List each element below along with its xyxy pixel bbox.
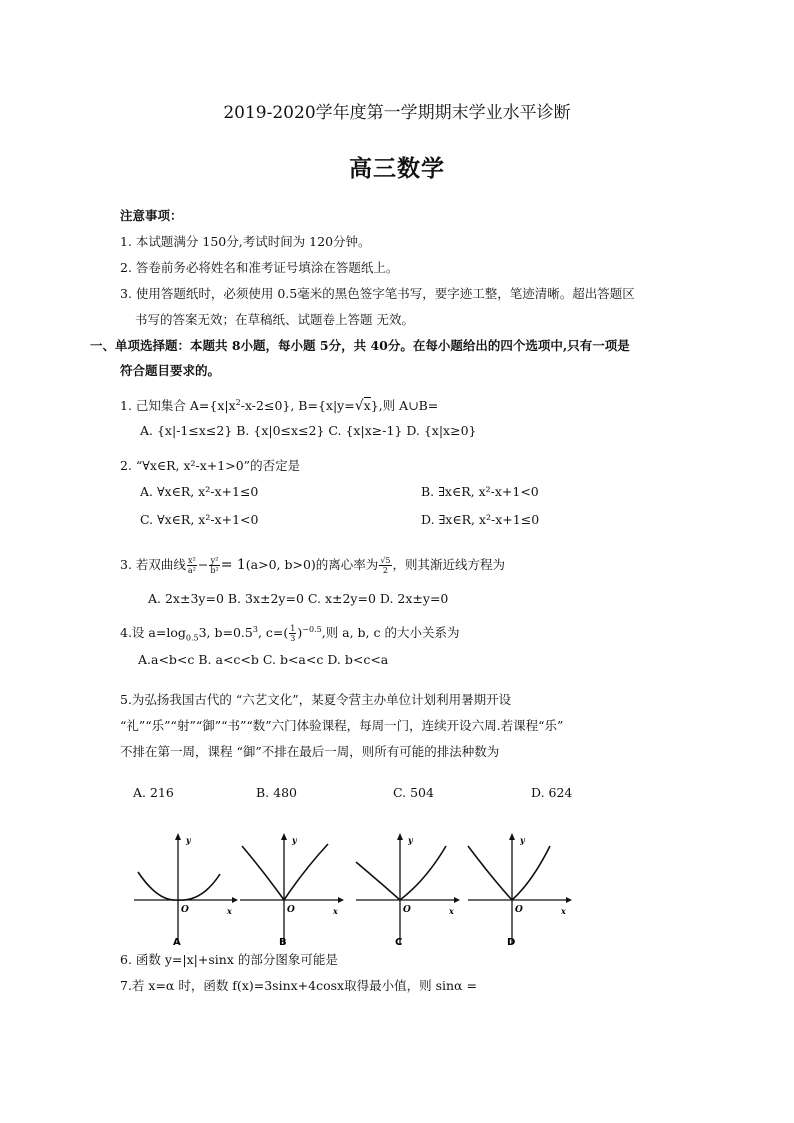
graph-d	[466, 832, 576, 950]
section-heading: 一、单项选择题：本题共 8小题，每小题 5分，共 40分。在每小题给出的四个选项中,只有一项是	[90, 338, 630, 353]
question-5-line-1: 5.为弘扬我国古代的 “六艺文化”，某夏令营主办单位计划利用暑期开设	[120, 692, 512, 707]
question-2-option-a: A. ∀x∈R, x²-x+1≤0	[140, 484, 259, 499]
origin-label: O	[403, 905, 411, 915]
question-6-stem: 6. 函数 y=|x|+sinx 的部分图象可能是	[120, 952, 338, 967]
question-5-option-a: A. 216	[133, 785, 174, 800]
question-2-option-d: D. ∃x∈R, x²-x+1≤0	[421, 512, 540, 527]
graph-b	[238, 832, 348, 950]
y-label: y	[186, 835, 191, 845]
question-5-option-b: B. 480	[256, 785, 297, 800]
y-label: y	[520, 835, 525, 845]
y-label: y	[292, 835, 297, 845]
x-label: x	[561, 906, 566, 916]
notice-item-3-cont: 书写的答案无效；在草稿纸、试题卷上答题 无效。	[135, 312, 414, 327]
question-5-option-c: C. 504	[393, 785, 434, 800]
question-4-stem: 4.设 $a=\log_{0.5}3$, $b=0.5^3$, c=( $\frac{1}{3}$ )$^{-0.5}$,则 a, b, c 的大小关系为	[120, 624, 460, 643]
question-1-options: A. {x|-1≤x≤2} B. {x|0≤x≤2} C. {x|x≥-1} D. {x|x≥0}	[140, 423, 477, 438]
question-5-line-3: 不排在第一周，课程 “御”不排在最后一周，则所有可能的排法种数为	[120, 744, 500, 759]
graph-b-plot	[238, 832, 348, 950]
graph-a	[132, 832, 242, 950]
graph-label: C	[395, 937, 403, 948]
y-axis-arrow	[281, 833, 287, 840]
exam-title: 2019-2020学年度第一学期期末学业水平诊断	[223, 103, 571, 123]
y-axis-arrow	[509, 833, 515, 840]
question-4-options: A.a<b<c B. a<c<b C. b<a<c D. b<c<a	[138, 652, 389, 667]
question-5-option-d: D. 624	[531, 785, 573, 800]
question-7-stem: 7.若 x=α 时，函数 f(x)=3sinx+4cosx取得最小值，则 sinα =	[120, 978, 477, 993]
curve	[468, 846, 550, 900]
y-axis-arrow	[175, 833, 181, 840]
section-heading-cont: 符合题目要求的。	[120, 363, 221, 378]
x-label: x	[333, 906, 338, 916]
origin-label: O	[515, 905, 523, 915]
question-1-stem: 1. 己知集合 $A=\{x|x^2-x-2\le 0\}$, B={x|y=√x},则 A∪B=	[120, 397, 439, 414]
question-2-option-c: C. ∀x∈R, x²-x+1<0	[140, 512, 259, 527]
x-axis-arrow	[566, 897, 572, 903]
curve	[242, 844, 328, 900]
graph-c-plot	[354, 832, 464, 950]
x-label: x	[449, 906, 454, 916]
origin-label: O	[181, 905, 189, 915]
x-axis-arrow	[454, 897, 460, 903]
x-axis-arrow	[338, 897, 344, 903]
x-label: x	[227, 906, 232, 916]
graph-c	[354, 832, 464, 950]
graph-label: B	[279, 937, 287, 948]
question-3-stem: 3. 若双曲线 $\frac{\text{x²}}{\text{a²}}$ − $\frac{\text{y²}}{\text{b²}}$ = 1(a>0, b>0)的离心率为 $\frac{√5}{2}$ ，则其渐近线方程为	[120, 556, 506, 575]
y-label: y	[408, 835, 413, 845]
question-2-stem: 2. “∀x∈R, x²-x+1>0”的否定是	[120, 458, 301, 473]
notice-item-1: 1. 本试题满分 150分,考试时间为 120分钟。	[120, 234, 371, 249]
curve	[138, 872, 220, 900]
question-3-options: A. 2x±3y=0 B. 3x±2y=0 C. x±2y=0 D. 2x±y=0	[148, 591, 449, 606]
graph-a-plot	[132, 832, 242, 950]
graph-label: D	[507, 937, 516, 948]
notice-item-2: 2. 答卷前务必将姓名和准考证号填涂在答题纸上。	[120, 260, 399, 275]
question-5-line-2: “礼”“乐”“射”“御”“书”“数”六门体验课程，每周一门，连续开设六周.若课程“乐”	[120, 718, 564, 733]
exam-subject: 高三数学	[349, 155, 445, 182]
notice-heading: 注意事项：	[120, 208, 183, 223]
y-axis-arrow	[397, 833, 403, 840]
curve	[356, 846, 446, 900]
graph-label: A	[173, 937, 181, 948]
question-2-option-b: B. ∃x∈R, x²-x+1<0	[421, 484, 539, 499]
notice-item-3: 3. 使用答题纸时，必须使用 0.5毫米的黑色签字笔书写，要字迹工整，笔迹清晰。超出答题区	[120, 286, 635, 301]
graph-d-plot	[466, 832, 576, 950]
origin-label: O	[287, 905, 295, 915]
